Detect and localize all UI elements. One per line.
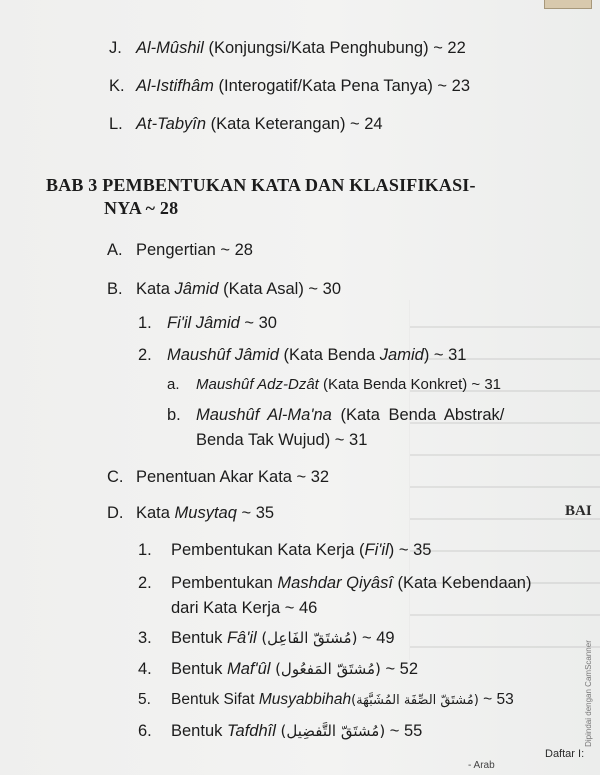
scanner-watermark: Dipindai dengan CamScanner [583,639,593,747]
entry-label: L. [109,115,123,133]
chapter-heading-line1: BAB 3 PEMBENTUKAN KATA DAN KLASIFIKASI- [46,175,476,195]
toc-entry-d2-line2: dari Kata Kerja ~ 46 [171,599,318,617]
book-page: J. Al-Mûshil (Konjungsi/Kata Penghubung) ~ 22 K. Al-Istifhâm (Interogatif/Kata Pena Tanya) ~ 23 L. At-Tabyîn (Kata Keterangan) ~ 24 BAB 3 PEMBENTUKAN KATA DAN KLASIFIKASI- NYA ~ 28 A. Pengertian ~ 28 B. Kata Jâmid (Kata Asal) ~ 30 1. Fi'il Jâmid ~ 30 2. Maushûf Jâmid (Kata Benda Jamid) ~ 31 a. Maushûf Adz-Dzât (Kata Benda Konkret) ~ 31 b. Maushûf Al-Ma'na (Kata Benda Abstrak/ Benda Tak Wujud) ~ 31 C. Penentuan Akar Kata ~ 32 D. Kata Musytaq ~ 35 1. Pembentukan Kata Kerja (Fi'il) ~ 35 2. Pembentukan Mashdar Qiyâsî (Kata Kebendaan) dari Kata Kerja ~ 46 3. Bentuk Fâ'il (مُشتَقّ الفَاعِل) ~ 49 4. Bentuk Maf'ûl (مُشتَقّ المَفعُول) ~ 52 5. Bentuk Sifat Musyabbihah(مُشتَقّ الصِّفَة المُشَبَّهَة) ~ 53 6. Bentuk Tafdhîl (مُشتَقّ التَّفضِيل) ~ 55 BAI Daftar I: - Arab Dipindai dengan CamScanner [0,0,600,775]
entry-text: Al-Mûshil (Konjungsi/Kata Penghubung) ~ 22 [136,39,466,57]
entry-label: J. [109,39,122,57]
chapter-heading-line2: NYA ~ 28 [104,198,179,218]
entry-text: Al-Istifhâm (Interogatif/Kata Pena Tanya) ~ 23 [136,77,471,95]
entry-text: At-Tabyîn (Kata Keterangan) ~ 24 [136,115,383,133]
entry-label: K. [109,77,125,95]
corner-tab [544,0,592,9]
toc-entry-b2b-line2: Benda Tak Wujud) ~ 31 [196,431,368,449]
footer-fragment: - Arab [468,760,495,771]
adjacent-page-edge-text: BAI [565,503,592,519]
footer-running-title: Daftar I: [545,748,585,760]
